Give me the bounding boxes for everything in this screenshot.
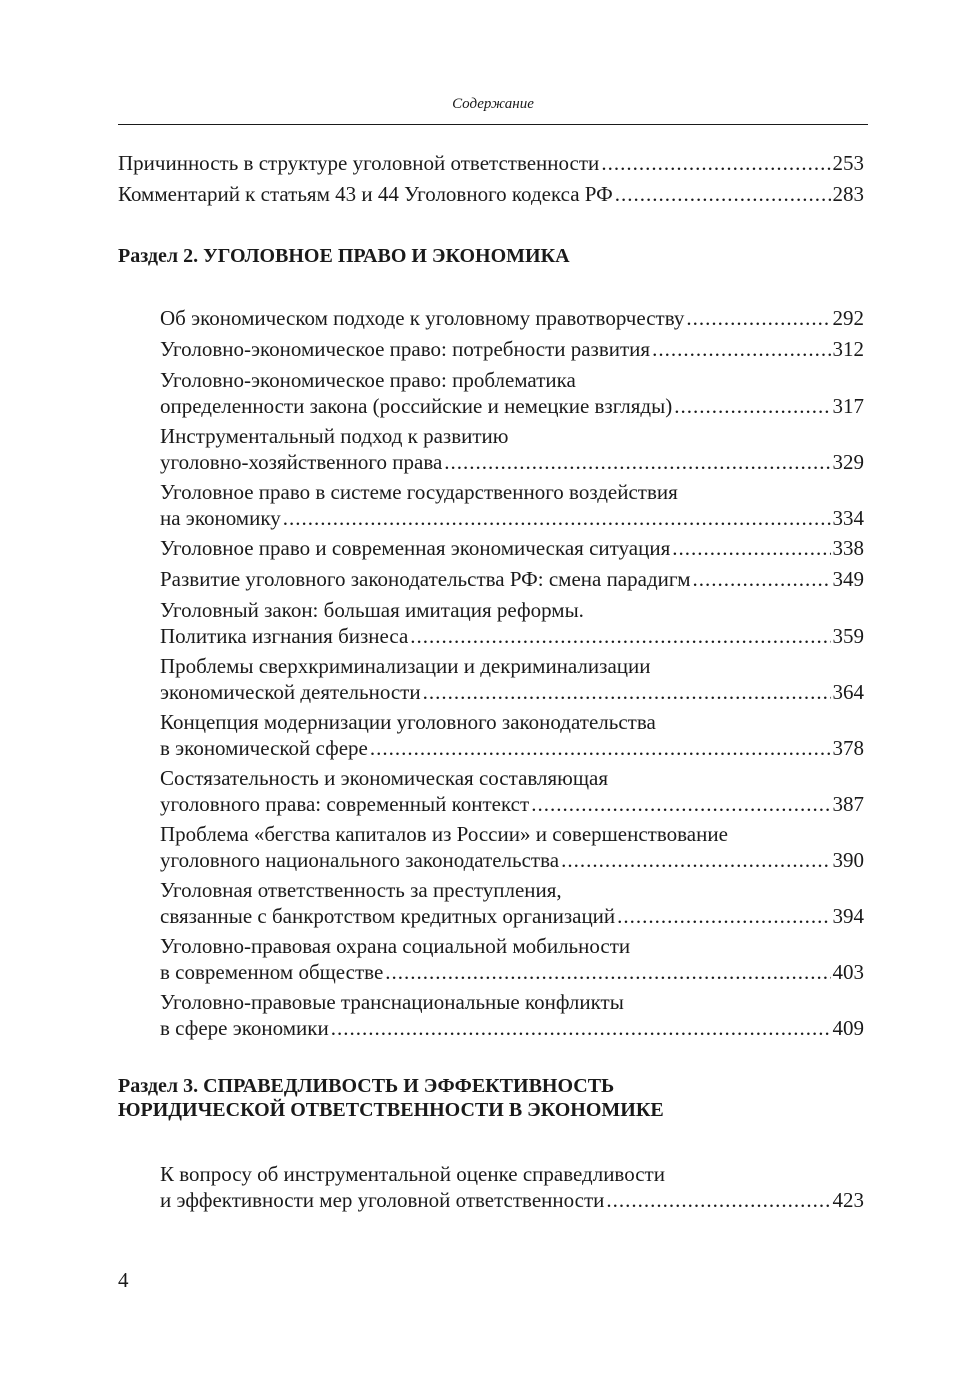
- section-heading-line: Раздел 3. СПРАВЕДЛИВОСТЬ И ЭФФЕКТИВНОСТЬ: [118, 1075, 615, 1097]
- toc-entry-page: 338: [832, 536, 864, 560]
- toc-entry[interactable]: [160, 423, 864, 475]
- leader-dots: [385, 959, 830, 985]
- toc-entry-page: 390: [832, 848, 864, 872]
- toc-entry-title: уголовно-хозяйственного права: [160, 450, 443, 474]
- section-heading-line: ЮРИДИЧЕСКОЙ ОТВЕТСТВЕННОСТИ В ЭКОНОМИКЕ: [118, 1099, 664, 1121]
- toc-entry-title-line: Проблемы сверхкриминализации и декриминализации: [160, 654, 651, 678]
- toc-entry-page: 403: [832, 960, 864, 984]
- toc-entry-page: 423: [832, 1188, 864, 1212]
- toc-entry-title: Комментарий к статьям 43 и 44 Уголовного кодекса РФ: [118, 182, 613, 206]
- page-number: 4: [118, 1268, 129, 1292]
- toc-entry-page: 349: [832, 567, 864, 591]
- toc-entry[interactable]: [118, 181, 864, 207]
- header-divider: [118, 124, 868, 125]
- toc-entry-page: 317: [832, 394, 864, 418]
- toc-entry[interactable]: [160, 336, 864, 362]
- toc-entry[interactable]: [160, 653, 864, 705]
- leader-dots: [674, 393, 830, 419]
- toc-entry-page: 359: [832, 624, 864, 648]
- leader-dots: [606, 1187, 830, 1213]
- toc-entry-title: в современном обществе: [160, 960, 384, 984]
- toc-entry-title-line: Уголовный закон: большая имитация реформы.: [160, 598, 584, 622]
- leader-dots: [283, 505, 831, 531]
- toc-entry-title: в сфере экономики: [160, 1016, 329, 1040]
- toc-entry-title: на экономику: [160, 506, 281, 530]
- leader-dots: [444, 449, 830, 475]
- leader-dots: [370, 735, 831, 761]
- leader-dots: [561, 847, 830, 873]
- leader-dots: [615, 181, 831, 207]
- section-heading: [118, 1074, 868, 1122]
- leader-dots: [601, 150, 830, 176]
- toc-entry-page: 283: [832, 182, 864, 206]
- toc-entry-title-line: Инструментальный подход к развитию: [160, 424, 509, 448]
- leader-dots: [652, 336, 830, 362]
- toc-entry-page: 409: [832, 1016, 864, 1040]
- leader-dots: [672, 535, 830, 561]
- toc-entry[interactable]: [160, 821, 864, 873]
- section-heading: Раздел 2. УГОЛОВНОЕ ПРАВО И ЭКОНОМИКА: [118, 245, 570, 267]
- toc-entry-title: определенности закона (российские и немецкие взгляды): [160, 394, 673, 418]
- toc-entry[interactable]: [160, 597, 864, 649]
- toc-entry-title: Развитие уголовного законодательства РФ: смена парадигм: [160, 567, 691, 591]
- toc-entry-title-line: Уголовная ответственность за преступления,: [160, 878, 562, 902]
- toc-entry[interactable]: [160, 709, 864, 761]
- leader-dots: [423, 679, 831, 705]
- toc-entry-title-line: Концепция модернизации уголовного законодательства: [160, 710, 656, 734]
- toc-entry-title: Уголовное право и современная экономическая ситуация: [160, 536, 671, 560]
- leader-dots: [331, 1015, 831, 1041]
- running-head: Содержание: [452, 96, 534, 112]
- toc-entry-title: Об экономическом подходе к уголовному правотворчеству: [160, 306, 685, 330]
- leader-dots: [686, 305, 830, 331]
- toc-entry-title-line: Уголовно-правовые транснациональные конфликты: [160, 990, 624, 1014]
- toc-entry-page: 312: [832, 337, 864, 361]
- toc-entry-title: в экономической сфере: [160, 736, 368, 760]
- toc-entry[interactable]: [160, 367, 864, 419]
- leader-dots: [410, 623, 830, 649]
- toc-entry-title: экономической деятельности: [160, 680, 421, 704]
- toc-entry[interactable]: [160, 989, 864, 1041]
- toc-entry-title-line: Уголовное право в системе государственного воздействия: [160, 480, 678, 504]
- toc-entry-title-line: Состязательность и экономическая составляющая: [160, 766, 609, 790]
- toc-entry-page: 387: [832, 792, 864, 816]
- toc-entry-page: 364: [832, 680, 864, 704]
- toc-entry-title: уголовного национального законодательства: [160, 848, 560, 872]
- toc-entry-title-line: К вопросу об инструментальной оценке справедливости: [160, 1162, 665, 1186]
- toc-entry-title: уголовного права: современный контекст: [160, 792, 530, 816]
- toc-entry-page: 253: [832, 151, 864, 175]
- toc-entry[interactable]: [160, 933, 864, 985]
- toc-entry-page: 394: [832, 904, 864, 928]
- toc-entry-title: Политика изгнания бизнеса: [160, 624, 409, 648]
- toc-entry-title-line: Уголовно-правовая охрана социальной мобильности: [160, 934, 631, 958]
- toc-entry-page: 329: [832, 450, 864, 474]
- toc-entry-title-line: Уголовно-экономическое право: проблематика: [160, 368, 576, 392]
- toc-entry[interactable]: [118, 150, 864, 176]
- toc-entry-page: 292: [832, 306, 864, 330]
- toc-entry-title-line: Проблема «бегства капиталов из России» и совершенствование: [160, 822, 728, 846]
- leader-dots: [531, 791, 830, 817]
- toc-entry[interactable]: [160, 1161, 864, 1213]
- toc-entry[interactable]: [160, 877, 864, 929]
- toc-entry-page: 334: [832, 506, 864, 530]
- toc-entry-page: 378: [832, 736, 864, 760]
- toc-entry[interactable]: [160, 479, 864, 531]
- toc-entry-title: Причинность в структуре уголовной ответственности: [118, 151, 600, 175]
- toc-entry[interactable]: [160, 305, 864, 331]
- leader-dots: [617, 903, 830, 929]
- leader-dots: [693, 566, 831, 592]
- toc-entry-title: и эффективности мер уголовной ответственности: [160, 1188, 605, 1212]
- toc-entry[interactable]: [160, 566, 864, 592]
- toc-entry-title: связанные с банкротством кредитных организаций: [160, 904, 616, 928]
- toc-entry[interactable]: [160, 535, 864, 561]
- toc-entry[interactable]: [160, 765, 864, 817]
- toc-entry-title: Уголовно-экономическое право: потребности развития: [160, 337, 651, 361]
